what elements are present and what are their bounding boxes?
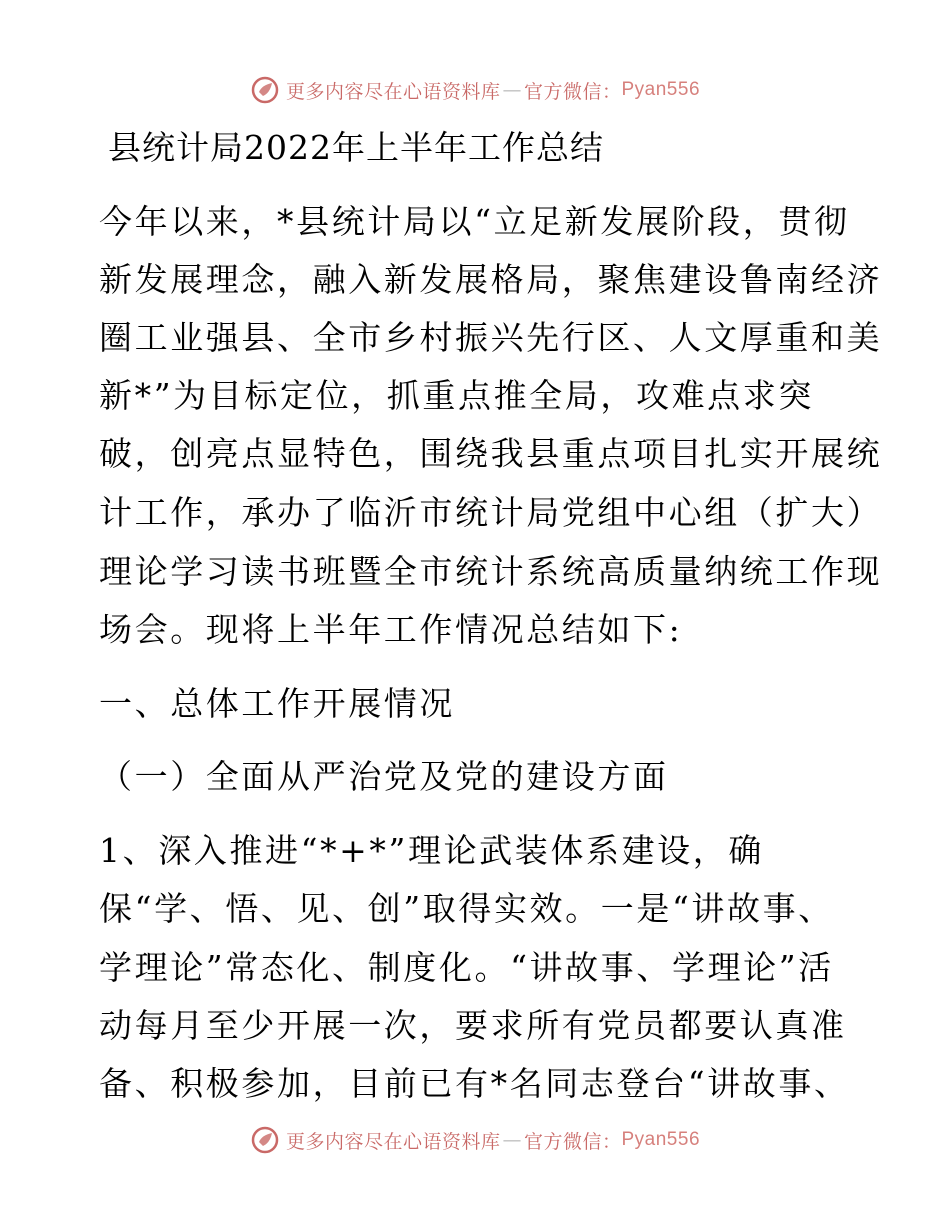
body-line-5: 破，创亮点显特色，围绕我县重点项目扎实开展统	[99, 434, 883, 473]
body-line-13: 备、积极参加，目前已有*名同志登台“讲故事、	[99, 1064, 850, 1103]
body-line-7: 理论学习读书班暨全市统计系统高质量纳统工作现	[99, 552, 883, 591]
quill-logo-icon	[250, 1125, 280, 1155]
watermark-brand-text: 更多内容尽在心语资料库	[285, 80, 501, 103]
watermark-separator: —	[502, 79, 522, 101]
body-line-11: 学理论”常态化、制度化。“讲故事、学理论”活	[99, 948, 834, 987]
watermark-contact-label: 官方微信：	[523, 1130, 622, 1153]
body-line-2: 新发展理念，融入新发展格局，聚焦建设鲁南经济	[99, 260, 883, 299]
section-heading-1: 一、总体工作开展情况	[99, 684, 455, 723]
watermark-contact-id: Pyan556	[621, 79, 701, 100]
body-line-8: 场会。现将上半年工作情况总结如下:	[99, 610, 683, 649]
header-watermark	[0, 70, 950, 110]
body-line-12: 动每月至少开展一次，要求所有党员都要认真准	[99, 1006, 847, 1045]
body-line-4: 新*”为目标定位，抓重点推全局，攻难点求突	[99, 376, 814, 415]
body-line-6: 计工作，承办了临沂市统计局党组中心组（扩大）	[99, 493, 883, 532]
watermark-contact-id: Pyan556	[621, 1129, 701, 1150]
body-line-3: 圈工业强县、全市乡村振兴先行区、人文厚重和美	[99, 318, 883, 357]
body-line-10: 保“学、悟、见、创”取得实效。一是“讲故事、	[99, 889, 834, 928]
watermark-contact-label: 官方微信：	[523, 80, 622, 103]
watermark-separator: —	[502, 1129, 522, 1151]
quill-logo-icon	[250, 75, 280, 105]
body-line-9: 1、深入推进“*+*”理论武装体系建设，确	[99, 831, 764, 870]
document-title: 县统计局2022年上半年工作总结	[108, 128, 604, 167]
watermark-brand-text: 更多内容尽在心语资料库	[285, 1130, 501, 1153]
footer-watermark	[0, 1120, 950, 1160]
body-line-1: 今年以来，*县统计局以“立足新发展阶段，贯彻	[99, 202, 850, 241]
subsection-heading-1: （一）全面从严治党及党的建设方面	[99, 757, 669, 796]
